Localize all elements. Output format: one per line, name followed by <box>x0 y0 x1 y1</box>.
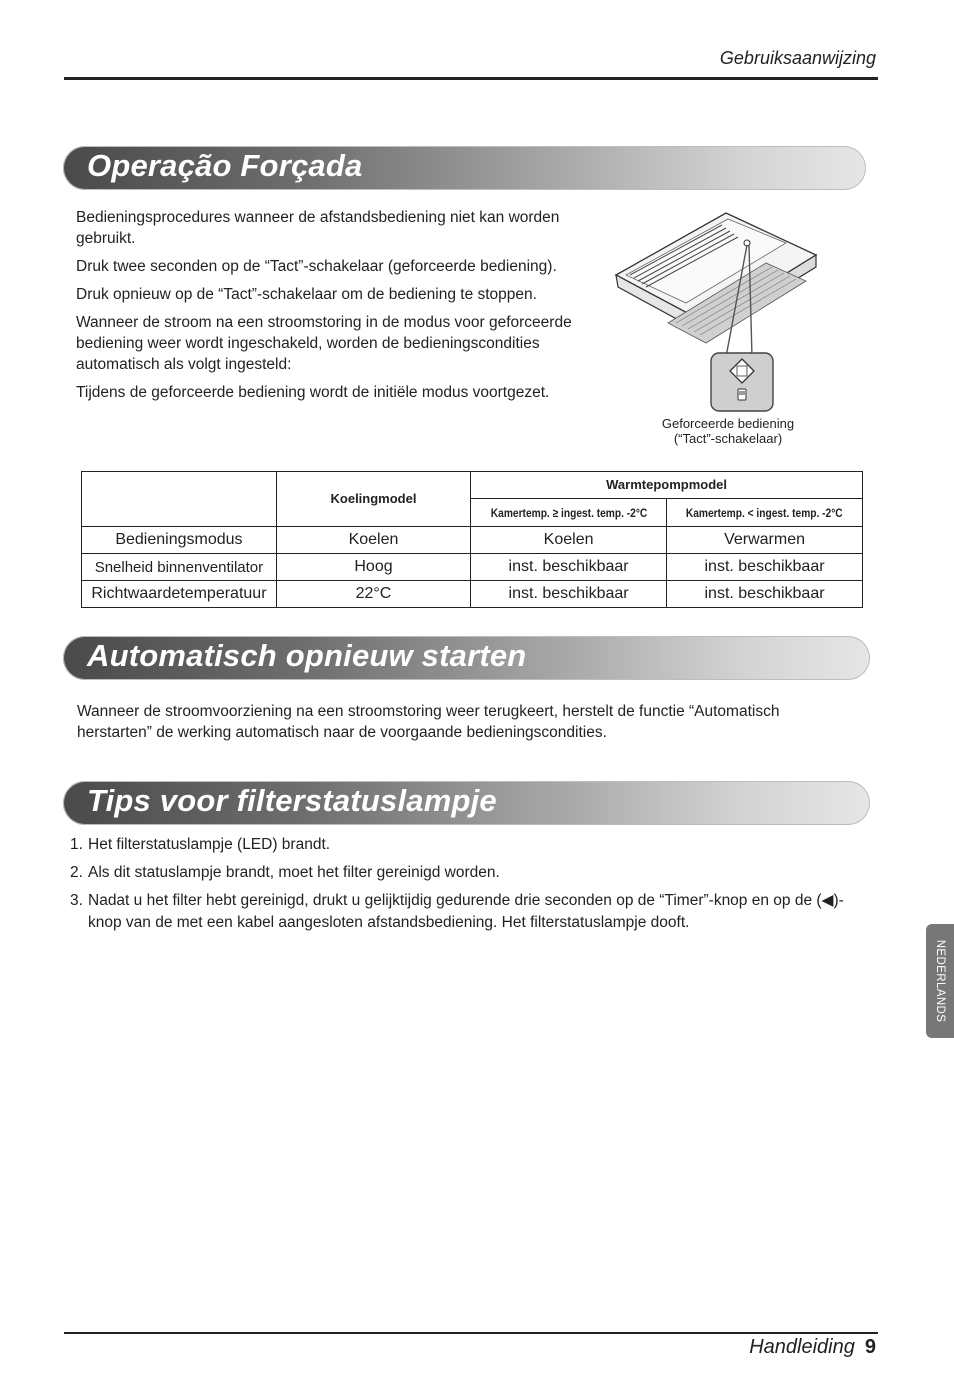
section-banner-filter-tips <box>63 781 870 825</box>
section-title: Operação Forçada <box>87 148 363 183</box>
cell-lt: inst. beschikbaar <box>667 554 863 581</box>
header-rule <box>64 77 878 80</box>
row-label: Bedieningsmodus <box>82 527 277 554</box>
table-row <box>82 554 863 581</box>
item-text: Nadat u het filter hebt gereinigd, drukt u gelijktijdig gedurende drie seconden op de “Timer”-knop en op de (◀)-knop van de met een kabel aangesloten afstandsbediening. Het filterstatuslampje dooft. <box>88 892 844 931</box>
paragraph: Wanneer de stroom na een stroomstoring in de modus voor geforceerde bediening weer wordt ingeschakeld, worden de bedieningscondities automatisch als volgt ingesteld: <box>76 314 572 373</box>
forced-operation-text <box>76 207 606 410</box>
row-label: Snelheid binnenventilator <box>82 554 277 581</box>
paragraph: Druk opnieuw op de “Tact”-schakelaar om de bediening te stoppen. <box>76 286 537 303</box>
cell-lt: Verwarmen <box>667 527 863 554</box>
cell-ge: inst. beschikbaar <box>471 581 667 608</box>
table-subheader-lt: Kamertemp. < ingest. temp. -2°C <box>667 499 863 527</box>
footer-label: Handleiding <box>749 1336 855 1358</box>
forced-operation-table <box>81 471 863 608</box>
item-number: 2. <box>70 864 83 881</box>
list-item <box>70 862 860 884</box>
cell-ge: inst. beschikbaar <box>471 554 667 581</box>
table-header-heatpump: Warmtepompmodel <box>471 472 863 499</box>
item-text: Het filterstatuslampje (LED) brandt. <box>88 836 331 853</box>
caption-line: Geforceerde bediening <box>661 416 795 431</box>
paragraph: Druk twee seconden op de “Tact”-schakelaar (geforceerde bediening). <box>76 258 557 275</box>
auto-restart-text: Wanneer de stroomvoorziening na een stroomstoring weer terugkeert, herstelt de functie “Automatisch herstarten” de werking automatisch naar de voorgaande bedieningscondities. <box>77 703 780 741</box>
row-label: Richtwaardetemperatuur <box>82 581 277 608</box>
language-label: NEDERLANDS <box>934 939 946 1023</box>
section-title: Automatisch opnieuw starten <box>87 638 527 673</box>
section-banner-forced-operation <box>63 146 866 190</box>
item-text: Als dit statuslampje brandt, moet het filter gereinigd worden. <box>88 864 500 881</box>
table-row <box>82 581 863 608</box>
section-banner-auto-restart <box>63 636 870 680</box>
footer-rule <box>64 1332 878 1334</box>
language-side-tab <box>926 924 954 1038</box>
table-header-cooling: Koelingmodel <box>276 472 470 527</box>
indoor-unit-illustration <box>606 205 826 415</box>
manual-header-title: Gebruiksaanwijzing <box>719 48 876 68</box>
footer <box>749 1336 876 1359</box>
filter-tips-list <box>70 834 860 940</box>
paragraph: Tijdens de geforceerde bediening wordt de initiële modus voortgezet. <box>76 384 550 401</box>
cell-lt: inst. beschikbaar <box>667 581 863 608</box>
figure-caption <box>640 416 816 446</box>
cell-ge: Koelen <box>471 527 667 554</box>
item-number: 3. <box>70 892 83 909</box>
section-title: Tips voor filterstatuslampje <box>87 783 497 818</box>
list-item <box>70 890 860 934</box>
table-subheader-ge: Kamertemp. ≥ ingest. temp. -2°C <box>471 499 667 527</box>
paragraph: Bedieningsprocedures wanneer de afstandsbediening niet kan worden gebruikt. <box>76 209 560 247</box>
table-row <box>82 527 863 554</box>
item-number: 1. <box>70 836 83 853</box>
cell-cooling: Hoog <box>276 554 470 581</box>
list-item <box>70 834 860 856</box>
cell-cooling: Koelen <box>276 527 470 554</box>
page-number: 9 <box>864 1336 876 1358</box>
table-corner-cell <box>82 472 277 527</box>
caption-line: (“Tact”-schakelaar) <box>673 431 783 446</box>
cell-cooling: 22°C <box>276 581 470 608</box>
